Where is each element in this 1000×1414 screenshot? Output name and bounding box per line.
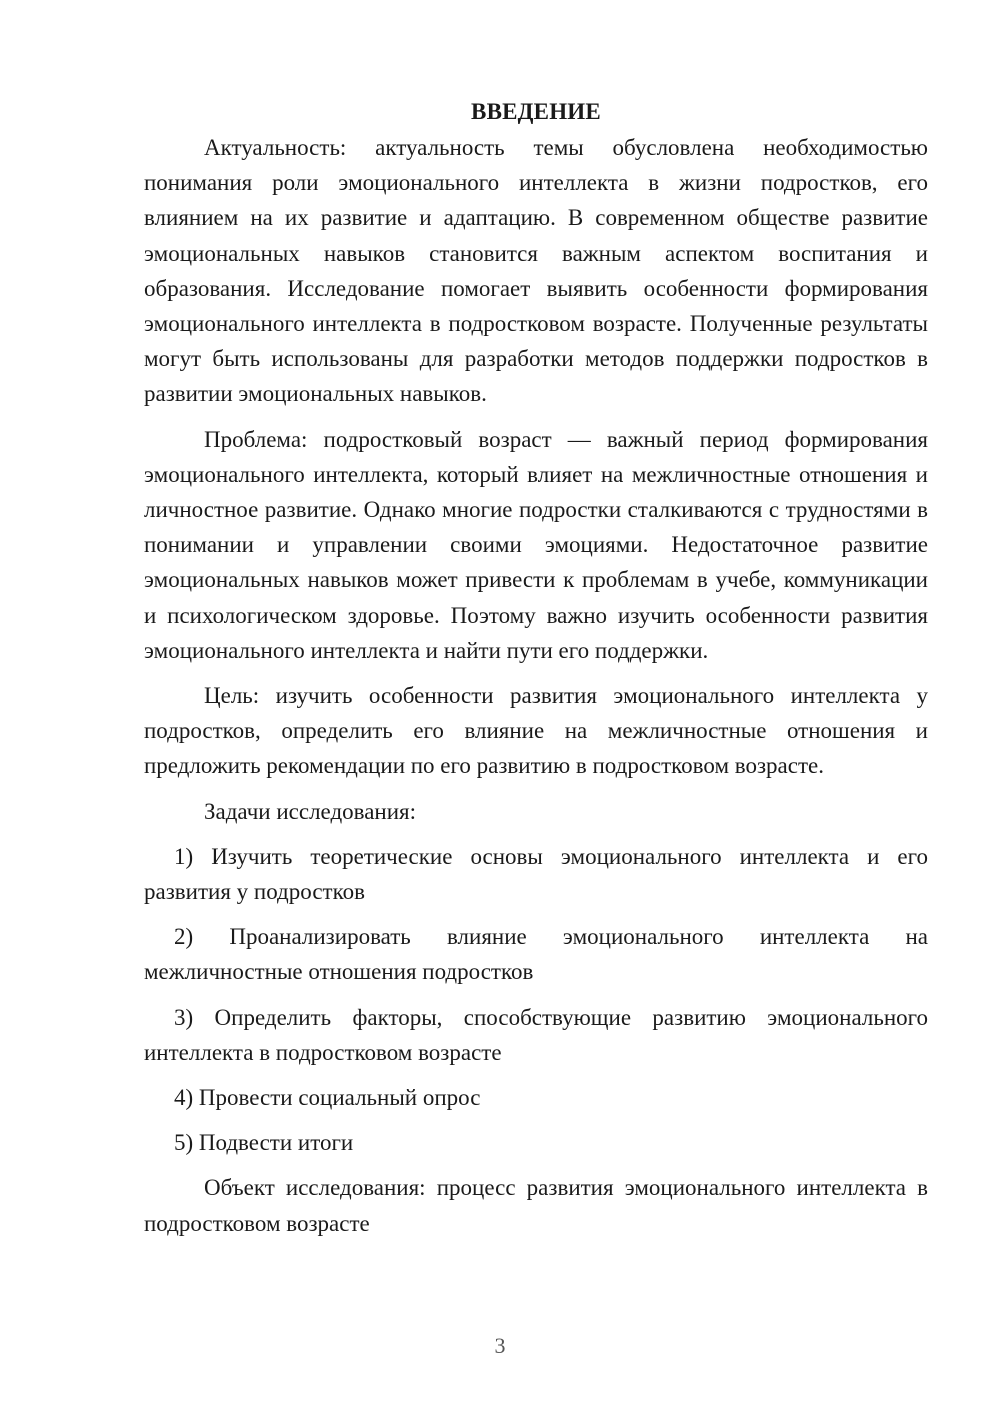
paragraph-problem: Проблема: подростковый возраст — важный период формирования эмоционального интеллекта, который влияет на межличностные отношения и личностное развитие. Однако многие подростки сталкиваются с трудностями в понимании и управлении своими эмоциями. Недостаточное развитие эмоциональных навыков может привести к проблемам в учебе, коммуникации и психологическом здоровье. Поэтому важно изучить особенности развития эмоционального интеллекта и найти пути его поддержки. (144, 426, 928, 663)
tasks-heading: Задачи исследования: (204, 798, 417, 824)
page-number: 3 (494, 1333, 506, 1358)
task-item-3: 3) Определить факторы, способствующие развитию эмоционального интеллекта в подростковом возрасте (144, 1004, 928, 1065)
page-content (144, 94, 928, 1251)
task-item-1: 1) Изучить теоретические основы эмоционального интеллекта и его развития у подростков (144, 843, 928, 905)
paragraph-relevance: Актуальность: актуальность темы обусловлена необходимостью понимания роли эмоционального интеллекта в жизни подростков, его влиянием на их развитие и адаптацию. В современном обществе развитие эмоциональных навыков становится важным аспектом воспитания и образования. Исследование помогает выявить особенности формирования эмоционального интеллекта в подростковом возрасте. Полученные результаты могут быть использованы для разработки методов поддержки подростков в развитии эмоциональных навыков. (144, 135, 928, 407)
task-item-2: 2) Проанализировать влияние эмоционального интеллекта на межличностные отношения подростков (144, 924, 928, 985)
paragraph-goal: Цель: изучить особенности развития эмоционального интеллекта у подростков, определить его влияние на межличностные отношения и предложить рекомендации по его развитию в подростковом возрасте. (144, 683, 928, 779)
task-item-5: 5) Подвести итоги (174, 1130, 354, 1156)
paragraph-object: Объект исследования: процесс развития эмоционального интеллекта в подростковом возрасте (144, 1175, 928, 1236)
task-item-4: 4) Провести социальный опрос (174, 1085, 481, 1111)
section-title: ВВЕДЕНИЕ (471, 99, 601, 124)
